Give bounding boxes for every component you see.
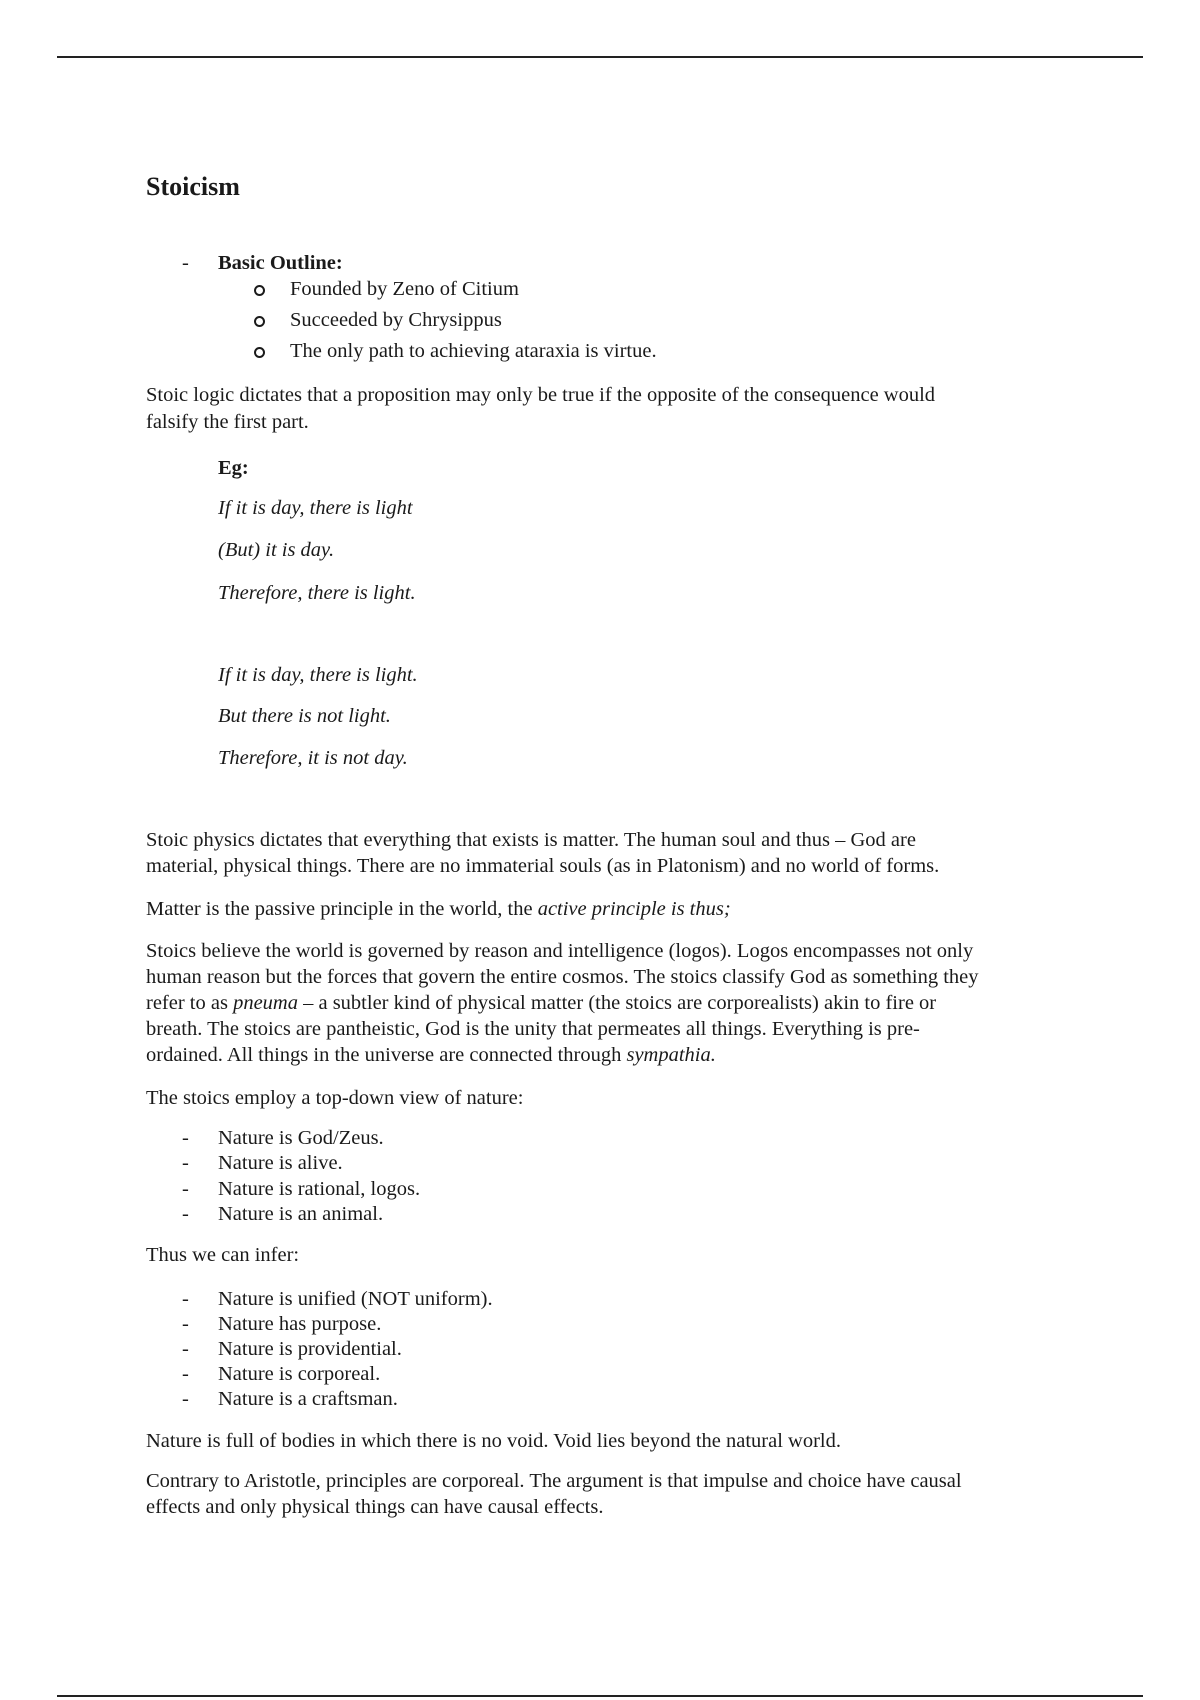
- logos-paragraph-line: human reason but the forces that govern the entire cosmos. The stoics classify God as something they: [146, 966, 979, 988]
- logic-paragraph-line: Stoic logic dictates that a proposition may only be true if the opposite of the consequence would: [146, 384, 936, 406]
- circle-bullet-icon: [254, 285, 265, 296]
- infer-list-item: Nature is providential.: [218, 1338, 402, 1360]
- bullet-dash: -: [182, 1203, 189, 1225]
- infer-list-item: Nature is a craftsman.: [218, 1388, 398, 1410]
- matter-paragraph: [146, 896, 731, 922]
- outline-item: The only path to achieving ataraxia is virtue.: [290, 340, 657, 362]
- bullet-dash: -: [182, 1313, 189, 1335]
- void-paragraph: Nature is full of bodies in which there is no void. Void lies beyond the natural world.: [146, 1430, 841, 1452]
- aristotle-paragraph-line: Contrary to Aristotle, principles are corporeal. The argument is that impulse and choice have causal: [146, 1470, 962, 1492]
- bullet-dash: -: [182, 1388, 189, 1410]
- infer-list-item: Nature is corporeal.: [218, 1363, 381, 1385]
- matter-italic: active principle is thus;: [537, 898, 731, 920]
- logos-paragraph-line: [146, 1042, 716, 1068]
- nature-list-item: Nature is rational, logos.: [218, 1178, 421, 1200]
- sympathia-term: sympathia.: [626, 1044, 716, 1066]
- footer-rule: [57, 1695, 1143, 1697]
- circle-bullet-icon: [254, 316, 265, 327]
- example-line: (But) it is day.: [218, 539, 335, 561]
- logos-paragraph-line: [146, 990, 936, 1016]
- circle-bullet-icon: [254, 347, 265, 358]
- example-line: Therefore, there is light.: [218, 582, 416, 604]
- logic-paragraph-line: falsify the first part.: [146, 411, 309, 433]
- example-heading: Eg:: [218, 457, 249, 479]
- nature-list-item: Nature is an animal.: [218, 1203, 384, 1225]
- bullet-dash: -: [182, 1178, 189, 1200]
- page-title: Stoicism: [146, 172, 240, 201]
- infer-intro: Thus we can infer:: [146, 1244, 300, 1266]
- matter-text: Matter is the passive principle in the world, the: [146, 898, 538, 920]
- aristotle-paragraph-line: effects and only physical things can have causal effects.: [146, 1496, 604, 1518]
- outline-item: Founded by Zeno of Citium: [290, 278, 519, 300]
- bullet-dash: -: [182, 1288, 189, 1310]
- example-line: Therefore, it is not day.: [218, 747, 408, 769]
- nature-list-item: Nature is God/Zeus.: [218, 1127, 384, 1149]
- logos-paragraph-line: Stoics believe the world is governed by reason and intelligence (logos). Logos encompasses not only: [146, 940, 974, 962]
- logos-paragraph-line: breath. The stoics are pantheistic, God is the unity that permeates all things. Everything is pre-: [146, 1018, 920, 1040]
- bullet-dash: -: [182, 1127, 189, 1149]
- example-line: If it is day, there is light.: [218, 664, 418, 686]
- physics-paragraph-line: material, physical things. There are no immaterial souls (as in Platonism) and no world of forms.: [146, 855, 940, 877]
- bullet-dash: -: [182, 1363, 189, 1385]
- bullet-dash: -: [182, 1152, 189, 1174]
- nature-list-item: Nature is alive.: [218, 1152, 343, 1174]
- example-line: If it is day, there is light: [218, 497, 413, 519]
- bullet-dash: -: [182, 252, 189, 274]
- header-rule: [57, 56, 1143, 58]
- physics-paragraph-line: Stoic physics dictates that everything that exists is matter. The human soul and thus – God are: [146, 829, 916, 851]
- bullet-dash: -: [182, 1338, 189, 1360]
- logos-text: ordained. All things in the universe are connected through: [146, 1044, 627, 1066]
- logos-text: refer to as: [146, 992, 234, 1014]
- infer-list-item: Nature is unified (NOT uniform).: [218, 1288, 493, 1310]
- nature-intro: The stoics employ a top-down view of nature:: [146, 1087, 524, 1109]
- logos-text: – a subtler kind of physical matter (the stoics are corporealists) akin to fire or: [297, 992, 937, 1014]
- example-line: But there is not light.: [218, 705, 391, 727]
- pneuma-term: pneuma: [233, 992, 298, 1014]
- infer-list-item: Nature has purpose.: [218, 1313, 382, 1335]
- outline-heading: Basic Outline:: [218, 252, 343, 274]
- outline-item: Succeeded by Chrysippus: [290, 309, 502, 331]
